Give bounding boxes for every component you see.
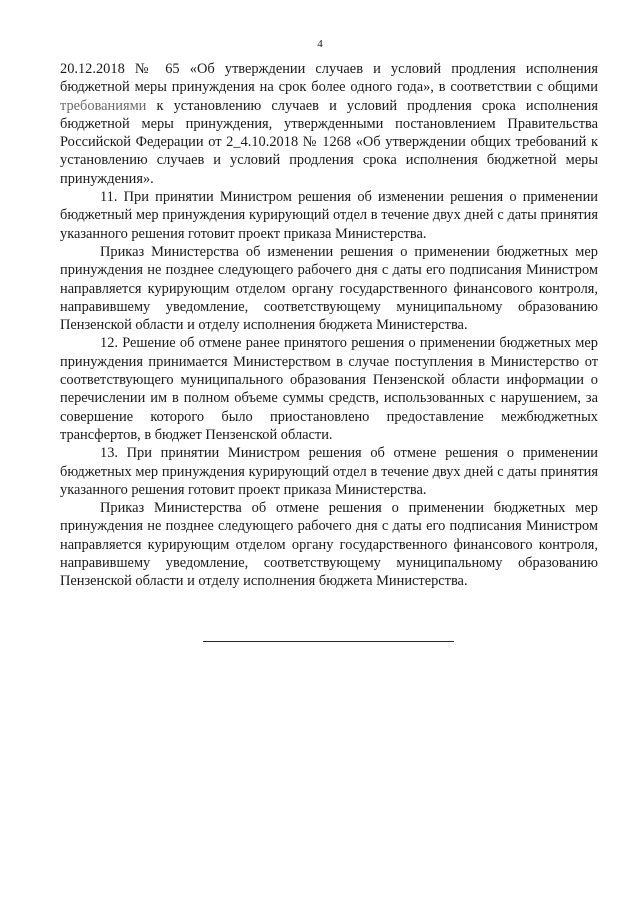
- requirements-link[interactable]: требованиями: [60, 97, 147, 114]
- paragraph-order-change: Приказ Министерства об изменении решения о применении бюджетных мер принуждения не позднее следующего рабочего дня с даты его подписания Министром направляется курирующим отделом органу государственного финансового контроля, направившему уведомление, соответствующему муниципальному образованию Пензенской области и отделу исполнения бюджета Министерства.: [60, 243, 598, 334]
- page-number: 4: [317, 38, 323, 50]
- paragraph-item-11: 11. При принятии Министром решения об изменении решения о применении бюджетный мер принуждения курирующий отдел в течение двух дней с даты принятия указанного решения готовит проект приказа Министерства.: [60, 189, 598, 242]
- paragraph-text: 20.12.2018 № 65 «Об утверждении случаев и условий продления исполнения бюджетной меры принуждения на срок более одного года», в соответствии с общими: [60, 61, 598, 96]
- document-body: [60, 60, 598, 591]
- end-separator-line: [203, 641, 454, 642]
- paragraph-item-12: 12. Решение об отмене ранее принятого решения о применении бюджетных мер принуждения принимается Министерством в случае поступления в Министерство от соответствующего муниципального образования Пензенской области информации о перечислении им в полном объеме суммы средств, использованных с нарушением, за совершение которого было приостановлено предоставление межбюджетных трансфертов, в бюджет Пензенской области.: [60, 335, 598, 443]
- paragraph-continuation: [60, 60, 598, 188]
- paragraph-text: к установлению случаев и условий продления срока исполнения бюджетной меры принуждения, утвержденными постановлением Правительства Российской Федерации от 2_4.10.2018 № 1268 «Об утверждении общих требований к установлению случаев и условий продления срока исполнения бюджетной меры принуждения».: [60, 97, 598, 187]
- paragraph-item-13: 13. При принятии Министром решения об отмене решения о применении бюджетных мер принуждения курирующий отдел в течение двух дней с даты принятия указанного решения готовит проект приказа Министерства.: [60, 445, 598, 498]
- paragraph-order-cancel: Приказ Министерства об отмене решения о применении бюджетных мер принуждения не позднее следующего рабочего дня с даты его подписания Министром направляется курирующим отделом органу государственного финансового контроля, направившему уведомление, соответствующему муниципальному образованию Пензенской области и отделу исполнения бюджета Министерства.: [60, 500, 598, 590]
